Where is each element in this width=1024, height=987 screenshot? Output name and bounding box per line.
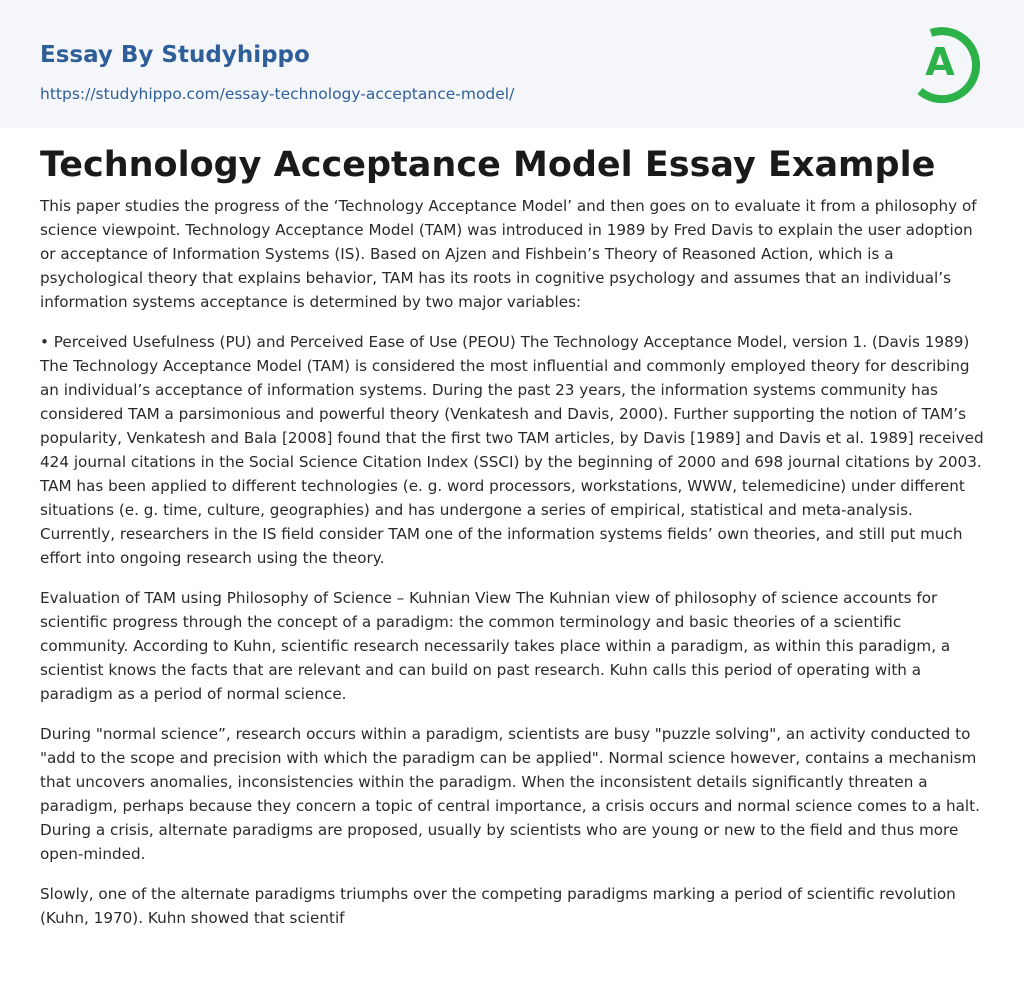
paragraph: This paper studies the progress of the ‘Technology Acceptance Model’ and then goes on to evaluate it from a philosophy of science viewpoint. Technology Acceptance Model (TAM) was introduced in 1989 by Fred Davis to explain the user adoption or acceptance of Information Systems (IS). Based on Ajzen and Fishbein’s Theory of Reasoned Action, which is a psychological theory that explains behavior, TAM has its roots in cognitive psychology and assumes that an individual’s information systems acceptance is determined by two major variables: (40, 197, 977, 311)
paragraph: Slowly, one of the alternate paradigms triumphs over the competing paradigms marking a period of scientific revolution (Kuhn, 1970). Kuhn showed that scientif (40, 885, 956, 927)
page-url-link[interactable]: https://studyhippo.com/essay-technology-acceptance-model/ (40, 85, 515, 103)
logo-letter: A (925, 40, 955, 84)
paragraph: • Perceived Usefulness (PU) and Perceived Ease of Use (PEOU) The Technology Acceptance Model, version 1. (Davis 1989) The Technology Acceptance Model (TAM) is considered the most influential and commonly employed theory for describing an individual’s acceptance of information systems. During the past 23 years, the information systems community has considered TAM a parsimonious and powerful theory (Venkatesh and Davis, 2000). Further supporting the notion of TAM’s popularity, Venkatesh and Bala [2008] found that the first two TAM articles, by Davis [1989] and Davis et al. 1989] received 424 journal citations in the Social Science Citation Index (SSCI) by the beginning of 2000 and 698 journal citations by 2003. TAM has been applied to different technologies (e. g. word processors, workstations, WWW, telemedicine) under different situations (e. g. time, culture, geographies) and has undergone a series of empirical, statistical and meta-analysis. Currently, researchers in the IS field consider TAM one of the information systems fields’ own theories, and still put much effort into ongoing research using the theory. (40, 333, 984, 567)
site-brand[interactable]: Essay By Studyhippo (40, 42, 310, 68)
studyhippo-logo-icon[interactable] (912, 19, 986, 105)
essay-content (40, 194, 984, 946)
site-header (0, 0, 1024, 128)
paragraph: During "normal science”, research occurs within a paradigm, scientists are busy "puzzle solving", an activity conducted to "add to the scope and precision with which the paradigm can be applied". Normal science however, contains a mechanism that uncovers anomalies, inconsistencies within the paradigm. When the inconsistent details significantly threaten a paradigm, perhaps because they concern a topic of central importance, a crisis occurs and normal science comes to a halt. During a crisis, alternate paradigms are proposed, usually by scientists who are young or new to the field and thus more open-minded. (40, 725, 980, 863)
page-title: Technology Acceptance Model Essay Example (40, 145, 936, 185)
paragraph: Evaluation of TAM using Philosophy of Science – Kuhnian View The Kuhnian view of philosophy of science accounts for scientific progress through the concept of a paradigm: the common terminology and basic theories of a scientific community. According to Kuhn, scientific research necessarily takes place within a paradigm, as within this paradigm, a scientist knows the facts that are relevant and can build on past research. Kuhn calls this period of operating with a paradigm as a period of normal science. (40, 589, 951, 703)
